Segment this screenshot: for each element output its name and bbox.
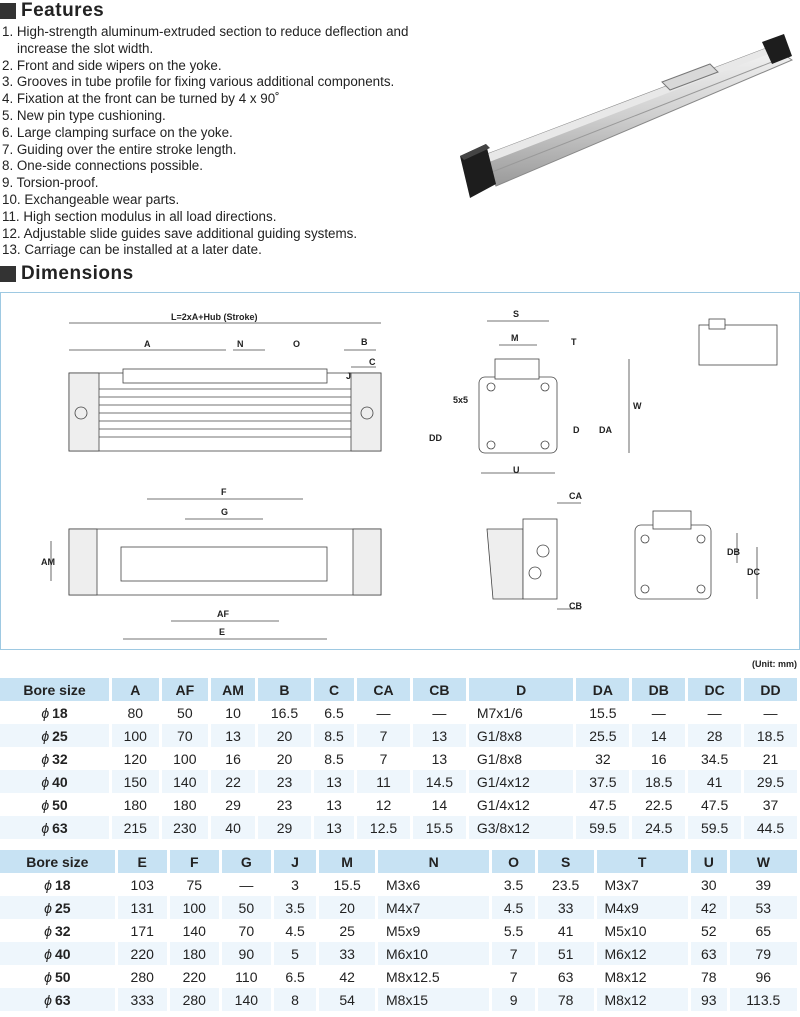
bore-size-cell xyxy=(0,724,111,747)
heading-square-icon xyxy=(0,266,16,282)
table-row xyxy=(0,873,799,896)
feature-item: 13. Carriage can be installed at a later date. xyxy=(2,242,262,258)
column-header: S xyxy=(536,850,595,873)
table-cell: 29 xyxy=(257,816,313,839)
column-header: C xyxy=(312,678,355,701)
column-header: Bore size xyxy=(0,678,111,701)
label-5x5: 5x5 xyxy=(453,395,469,405)
phi-symbol-icon: ϕ xyxy=(44,991,52,1008)
label-B: B xyxy=(361,337,368,347)
label-N: N xyxy=(237,339,244,349)
label-CA: CA xyxy=(569,491,582,501)
phi-symbol-icon: ϕ xyxy=(44,899,52,916)
feature-item: 9. Torsion-proof. xyxy=(2,175,99,191)
table-cell: G1/8x8 xyxy=(467,724,575,747)
column-header: CA xyxy=(356,678,412,701)
bore-size-value: 25 xyxy=(54,899,71,916)
table-cell: 25.5 xyxy=(575,724,631,747)
label-S: S xyxy=(513,309,520,319)
table-cell: 33 xyxy=(318,942,377,965)
bore-size-cell xyxy=(0,942,116,965)
table-cell: 140 xyxy=(160,770,210,793)
table-cell: 63 xyxy=(536,965,595,988)
table-cell: 180 xyxy=(160,793,210,816)
table-cell: 79 xyxy=(728,942,798,965)
table-cell: M8x12.5 xyxy=(377,965,491,988)
table-cell: 13 xyxy=(411,724,467,747)
table-cell: 78 xyxy=(689,965,728,988)
feature-item: 4. Fixation at the front can be turned by 4 x 90˚ xyxy=(2,91,280,107)
label-DB: DB xyxy=(727,547,740,557)
table-cell: 3.5 xyxy=(491,873,536,896)
table-cell: 3 xyxy=(272,873,317,896)
table-cell: 20 xyxy=(318,896,377,919)
table-cell: — xyxy=(411,701,467,724)
table-cell: 70 xyxy=(220,919,272,942)
table-cell: 9 xyxy=(491,988,536,1011)
label-W: W xyxy=(633,401,642,411)
column-header: Bore size xyxy=(0,850,116,873)
table-cell: M4x7 xyxy=(377,896,491,919)
column-header: U xyxy=(689,850,728,873)
table-cell: 7 xyxy=(356,747,412,770)
table-cell: 100 xyxy=(160,747,210,770)
table-cell: M5x9 xyxy=(377,919,491,942)
label-AM: AM xyxy=(41,557,55,567)
table-cell: M6x12 xyxy=(595,942,689,965)
table-cell: M3x7 xyxy=(595,873,689,896)
bore-size-cell xyxy=(0,919,116,942)
label-A: A xyxy=(144,339,151,349)
table-cell: 140 xyxy=(220,988,272,1011)
table-cell: 53 xyxy=(728,896,798,919)
table-cell: 23 xyxy=(257,793,313,816)
phi-symbol-icon: ϕ xyxy=(44,876,52,893)
bore-size-cell xyxy=(0,793,111,816)
table-cell: 150 xyxy=(111,770,161,793)
table-cell: 14 xyxy=(631,724,687,747)
table-cell: 23 xyxy=(257,770,313,793)
column-header: DB xyxy=(631,678,687,701)
dimension-table-1 xyxy=(0,678,800,839)
table-cell: 4.5 xyxy=(272,919,317,942)
label-J: J xyxy=(346,371,352,381)
feature-item: 8. One-side connections possible. xyxy=(2,158,203,174)
column-header: DA xyxy=(575,678,631,701)
table-cell: 50 xyxy=(160,701,210,724)
table-cell: 13 xyxy=(312,816,355,839)
table-cell: 103 xyxy=(116,873,168,896)
table-cell: 120 xyxy=(111,747,161,770)
table-cell: G1/4x12 xyxy=(467,793,575,816)
table-row xyxy=(0,724,799,747)
bore-size-cell xyxy=(0,816,111,839)
table-cell: 14.5 xyxy=(411,770,467,793)
table-cell: 110 xyxy=(220,965,272,988)
column-header: M xyxy=(318,850,377,873)
table-cell: 63 xyxy=(689,942,728,965)
table-cell: 180 xyxy=(111,793,161,816)
phi-symbol-icon: ϕ xyxy=(41,704,50,721)
table-cell: M8x12 xyxy=(595,988,689,1011)
label-DC: DC xyxy=(747,567,760,577)
table-cell: 21 xyxy=(743,747,799,770)
table-cell: 41 xyxy=(687,770,743,793)
phi-symbol-icon: ϕ xyxy=(41,750,50,767)
table-row xyxy=(0,919,799,942)
column-header: N xyxy=(377,850,491,873)
table-cell: 16 xyxy=(210,747,257,770)
dimension-table-2 xyxy=(0,850,800,1011)
bore-size-value: 63 xyxy=(52,819,68,836)
table-cell: 59.5 xyxy=(575,816,631,839)
table-cell: M3x6 xyxy=(377,873,491,896)
table-cell: 78 xyxy=(536,988,595,1011)
table-cell: M5x10 xyxy=(595,919,689,942)
table-row xyxy=(0,942,799,965)
table-cell: 75 xyxy=(168,873,220,896)
feature-item: 6. Large clamping surface on the yoke. xyxy=(2,124,233,140)
unit-note: (Unit: mm) xyxy=(752,659,797,669)
table-cell: 41 xyxy=(536,919,595,942)
label-C: C xyxy=(369,357,376,367)
table-cell: 10 xyxy=(210,701,257,724)
label-CB: CB xyxy=(569,601,582,611)
column-header: F xyxy=(168,850,220,873)
table-cell: 5 xyxy=(272,942,317,965)
bore-size-value: 32 xyxy=(54,922,71,939)
column-header: T xyxy=(595,850,689,873)
table-cell: 100 xyxy=(111,724,161,747)
feature-item: 10. Exchangeable wear parts. xyxy=(2,191,180,207)
table-cell: 131 xyxy=(116,896,168,919)
table-cell: 140 xyxy=(168,919,220,942)
table-cell: 59.5 xyxy=(687,816,743,839)
label-DA: DA xyxy=(599,425,612,435)
table-cell: 22 xyxy=(210,770,257,793)
column-header: DC xyxy=(687,678,743,701)
column-header: G xyxy=(220,850,272,873)
table-cell: 47.5 xyxy=(575,793,631,816)
table-cell: 13 xyxy=(210,724,257,747)
table-cell: 11 xyxy=(356,770,412,793)
table-cell: 24.5 xyxy=(631,816,687,839)
table-cell: 30 xyxy=(689,873,728,896)
label-O: O xyxy=(293,339,301,349)
table-cell: 180 xyxy=(168,942,220,965)
bore-size-cell xyxy=(0,988,116,1011)
table-cell: 13 xyxy=(312,770,355,793)
table-cell: 42 xyxy=(689,896,728,919)
table-row xyxy=(0,747,799,770)
table-cell: 50 xyxy=(220,896,272,919)
bore-size-cell xyxy=(0,770,111,793)
table-cell: 4.5 xyxy=(491,896,536,919)
feature-item: 3. Grooves in tube profile for fixing various additional components. xyxy=(2,74,395,90)
bore-size-cell xyxy=(0,896,116,919)
table-cell: 8.5 xyxy=(312,747,355,770)
bore-size-value: 50 xyxy=(54,968,71,985)
table-cell: 113.5 xyxy=(728,988,798,1011)
table-cell: 42 xyxy=(318,965,377,988)
table-cell: G1/8x8 xyxy=(467,747,575,770)
column-header: E xyxy=(116,850,168,873)
table-cell: — xyxy=(220,873,272,896)
table-cell: 70 xyxy=(160,724,210,747)
table-row xyxy=(0,988,799,1011)
table-cell: 171 xyxy=(116,919,168,942)
table-cell: 25 xyxy=(318,919,377,942)
table-cell: 96 xyxy=(728,965,798,988)
table-cell: 14 xyxy=(411,793,467,816)
feature-item: 11. High section modulus in all load directions. xyxy=(2,208,277,224)
feature-item: 7. Guiding over the entire stroke length. xyxy=(2,141,237,157)
phi-symbol-icon: ϕ xyxy=(41,727,50,744)
table-cell: G3/8x12 xyxy=(467,816,575,839)
table-cell: 44.5 xyxy=(743,816,799,839)
table-cell: 22.5 xyxy=(631,793,687,816)
table-cell: 32 xyxy=(575,747,631,770)
table-cell: M4x9 xyxy=(595,896,689,919)
table-cell: M6x10 xyxy=(377,942,491,965)
table-cell: 34.5 xyxy=(687,747,743,770)
table-cell: 12 xyxy=(356,793,412,816)
phi-symbol-icon: ϕ xyxy=(41,819,50,836)
table-cell: 20 xyxy=(257,747,313,770)
table-cell: 7 xyxy=(356,724,412,747)
dimensions-heading: Dimensions xyxy=(0,263,134,285)
column-header: AF xyxy=(160,678,210,701)
table-cell: 93 xyxy=(689,988,728,1011)
table-row xyxy=(0,770,799,793)
bore-size-value: 32 xyxy=(52,750,68,767)
label-D: D xyxy=(573,425,580,435)
label-M: M xyxy=(511,333,519,343)
table-cell: 29.5 xyxy=(743,770,799,793)
label-DD: DD xyxy=(429,433,442,443)
column-header: CB xyxy=(411,678,467,701)
table-cell: 40 xyxy=(210,816,257,839)
table-row xyxy=(0,793,799,816)
table-cell: 333 xyxy=(116,988,168,1011)
table-cell: 23.5 xyxy=(536,873,595,896)
feature-item: 12. Adjustable slide guides save additional guiding systems. xyxy=(2,225,358,241)
table-cell: 6.5 xyxy=(272,965,317,988)
table-cell: 52 xyxy=(689,919,728,942)
column-header: A xyxy=(111,678,161,701)
label-E: E xyxy=(219,627,226,637)
table-cell: 6.5 xyxy=(312,701,355,724)
bore-size-value: 18 xyxy=(52,704,68,721)
column-header: W xyxy=(728,850,798,873)
column-header: DD xyxy=(743,678,799,701)
table-cell: 230 xyxy=(160,816,210,839)
table-cell: 280 xyxy=(168,988,220,1011)
table-cell: 37.5 xyxy=(575,770,631,793)
table-cell: 3.5 xyxy=(272,896,317,919)
feature-item: 2. Front and side wipers on the yoke. xyxy=(2,57,222,73)
label-G: G xyxy=(221,507,229,517)
bore-size-value: 40 xyxy=(52,773,68,790)
rodless-cylinder-image xyxy=(452,26,800,206)
table-cell: 13 xyxy=(312,793,355,816)
bore-size-cell xyxy=(0,965,116,988)
table-row xyxy=(0,896,799,919)
label-U: U xyxy=(513,465,520,475)
table-cell: 13 xyxy=(411,747,467,770)
table-cell: 12.5 xyxy=(356,816,412,839)
table-cell: M8x15 xyxy=(377,988,491,1011)
table-cell: 7 xyxy=(491,965,536,988)
label-stroke: L=2xA+Hub (Stroke) xyxy=(171,312,258,322)
phi-symbol-icon: ϕ xyxy=(41,796,50,813)
table-cell: 280 xyxy=(116,965,168,988)
bore-size-value: 25 xyxy=(52,727,68,744)
heading-square-icon xyxy=(0,3,16,19)
features-list xyxy=(2,24,462,259)
phi-symbol-icon: ϕ xyxy=(44,945,52,962)
table-row xyxy=(0,701,799,724)
table-row xyxy=(0,816,799,839)
dimension-drawing xyxy=(1,293,799,649)
table-cell: — xyxy=(631,701,687,724)
table-cell: 16 xyxy=(631,747,687,770)
table-cell: 20 xyxy=(257,724,313,747)
bore-size-value: 50 xyxy=(52,796,68,813)
table-cell: 220 xyxy=(116,942,168,965)
bore-size-value: 40 xyxy=(54,945,71,962)
table-cell: 39 xyxy=(728,873,798,896)
table-cell: 54 xyxy=(318,988,377,1011)
table-cell: G1/4x12 xyxy=(467,770,575,793)
table-cell: 215 xyxy=(111,816,161,839)
table-cell: 33 xyxy=(536,896,595,919)
table-cell: 90 xyxy=(220,942,272,965)
table-cell: 16.5 xyxy=(257,701,313,724)
table-cell: 220 xyxy=(168,965,220,988)
bore-size-value: 18 xyxy=(54,876,71,893)
column-header: O xyxy=(491,850,536,873)
table-cell: 15.5 xyxy=(411,816,467,839)
table-cell: 100 xyxy=(168,896,220,919)
table-cell: 7 xyxy=(491,942,536,965)
table-cell: 29 xyxy=(210,793,257,816)
table-cell: 8 xyxy=(272,988,317,1011)
table-row xyxy=(0,965,799,988)
table-cell: 18.5 xyxy=(743,724,799,747)
phi-symbol-icon: ϕ xyxy=(44,922,52,939)
label-T: T xyxy=(571,337,577,347)
table-cell: — xyxy=(743,701,799,724)
table-cell: — xyxy=(356,701,412,724)
column-header: D xyxy=(467,678,575,701)
table-cell: 15.5 xyxy=(318,873,377,896)
table-cell: 18.5 xyxy=(631,770,687,793)
features-heading: Features xyxy=(0,0,104,22)
table-cell: 47.5 xyxy=(687,793,743,816)
bore-size-value: 63 xyxy=(54,991,71,1008)
feature-item: 1. High-strength aluminum-extruded section to reduce deflection and increase the slot width. xyxy=(2,24,409,56)
table-cell: 28 xyxy=(687,724,743,747)
table-cell: 37 xyxy=(743,793,799,816)
bore-size-cell xyxy=(0,747,111,770)
table-cell: M8x12 xyxy=(595,965,689,988)
table-cell: — xyxy=(687,701,743,724)
table-cell: 15.5 xyxy=(575,701,631,724)
column-header: J xyxy=(272,850,317,873)
table-cell: 65 xyxy=(728,919,798,942)
table-cell: 51 xyxy=(536,942,595,965)
bore-size-cell xyxy=(0,873,116,896)
feature-item: 5. New pin type cushioning. xyxy=(2,107,166,123)
table-cell: 5.5 xyxy=(491,919,536,942)
phi-symbol-icon: ϕ xyxy=(44,968,52,985)
label-AF: AF xyxy=(217,609,229,619)
bore-size-cell xyxy=(0,701,111,724)
table-cell: 80 xyxy=(111,701,161,724)
table-cell: 8.5 xyxy=(312,724,355,747)
column-header: AM xyxy=(210,678,257,701)
column-header: B xyxy=(257,678,313,701)
table-cell: M7x1/6 xyxy=(467,701,575,724)
label-F: F xyxy=(221,487,227,497)
dimension-drawing-panel xyxy=(0,292,800,650)
phi-symbol-icon: ϕ xyxy=(41,773,50,790)
